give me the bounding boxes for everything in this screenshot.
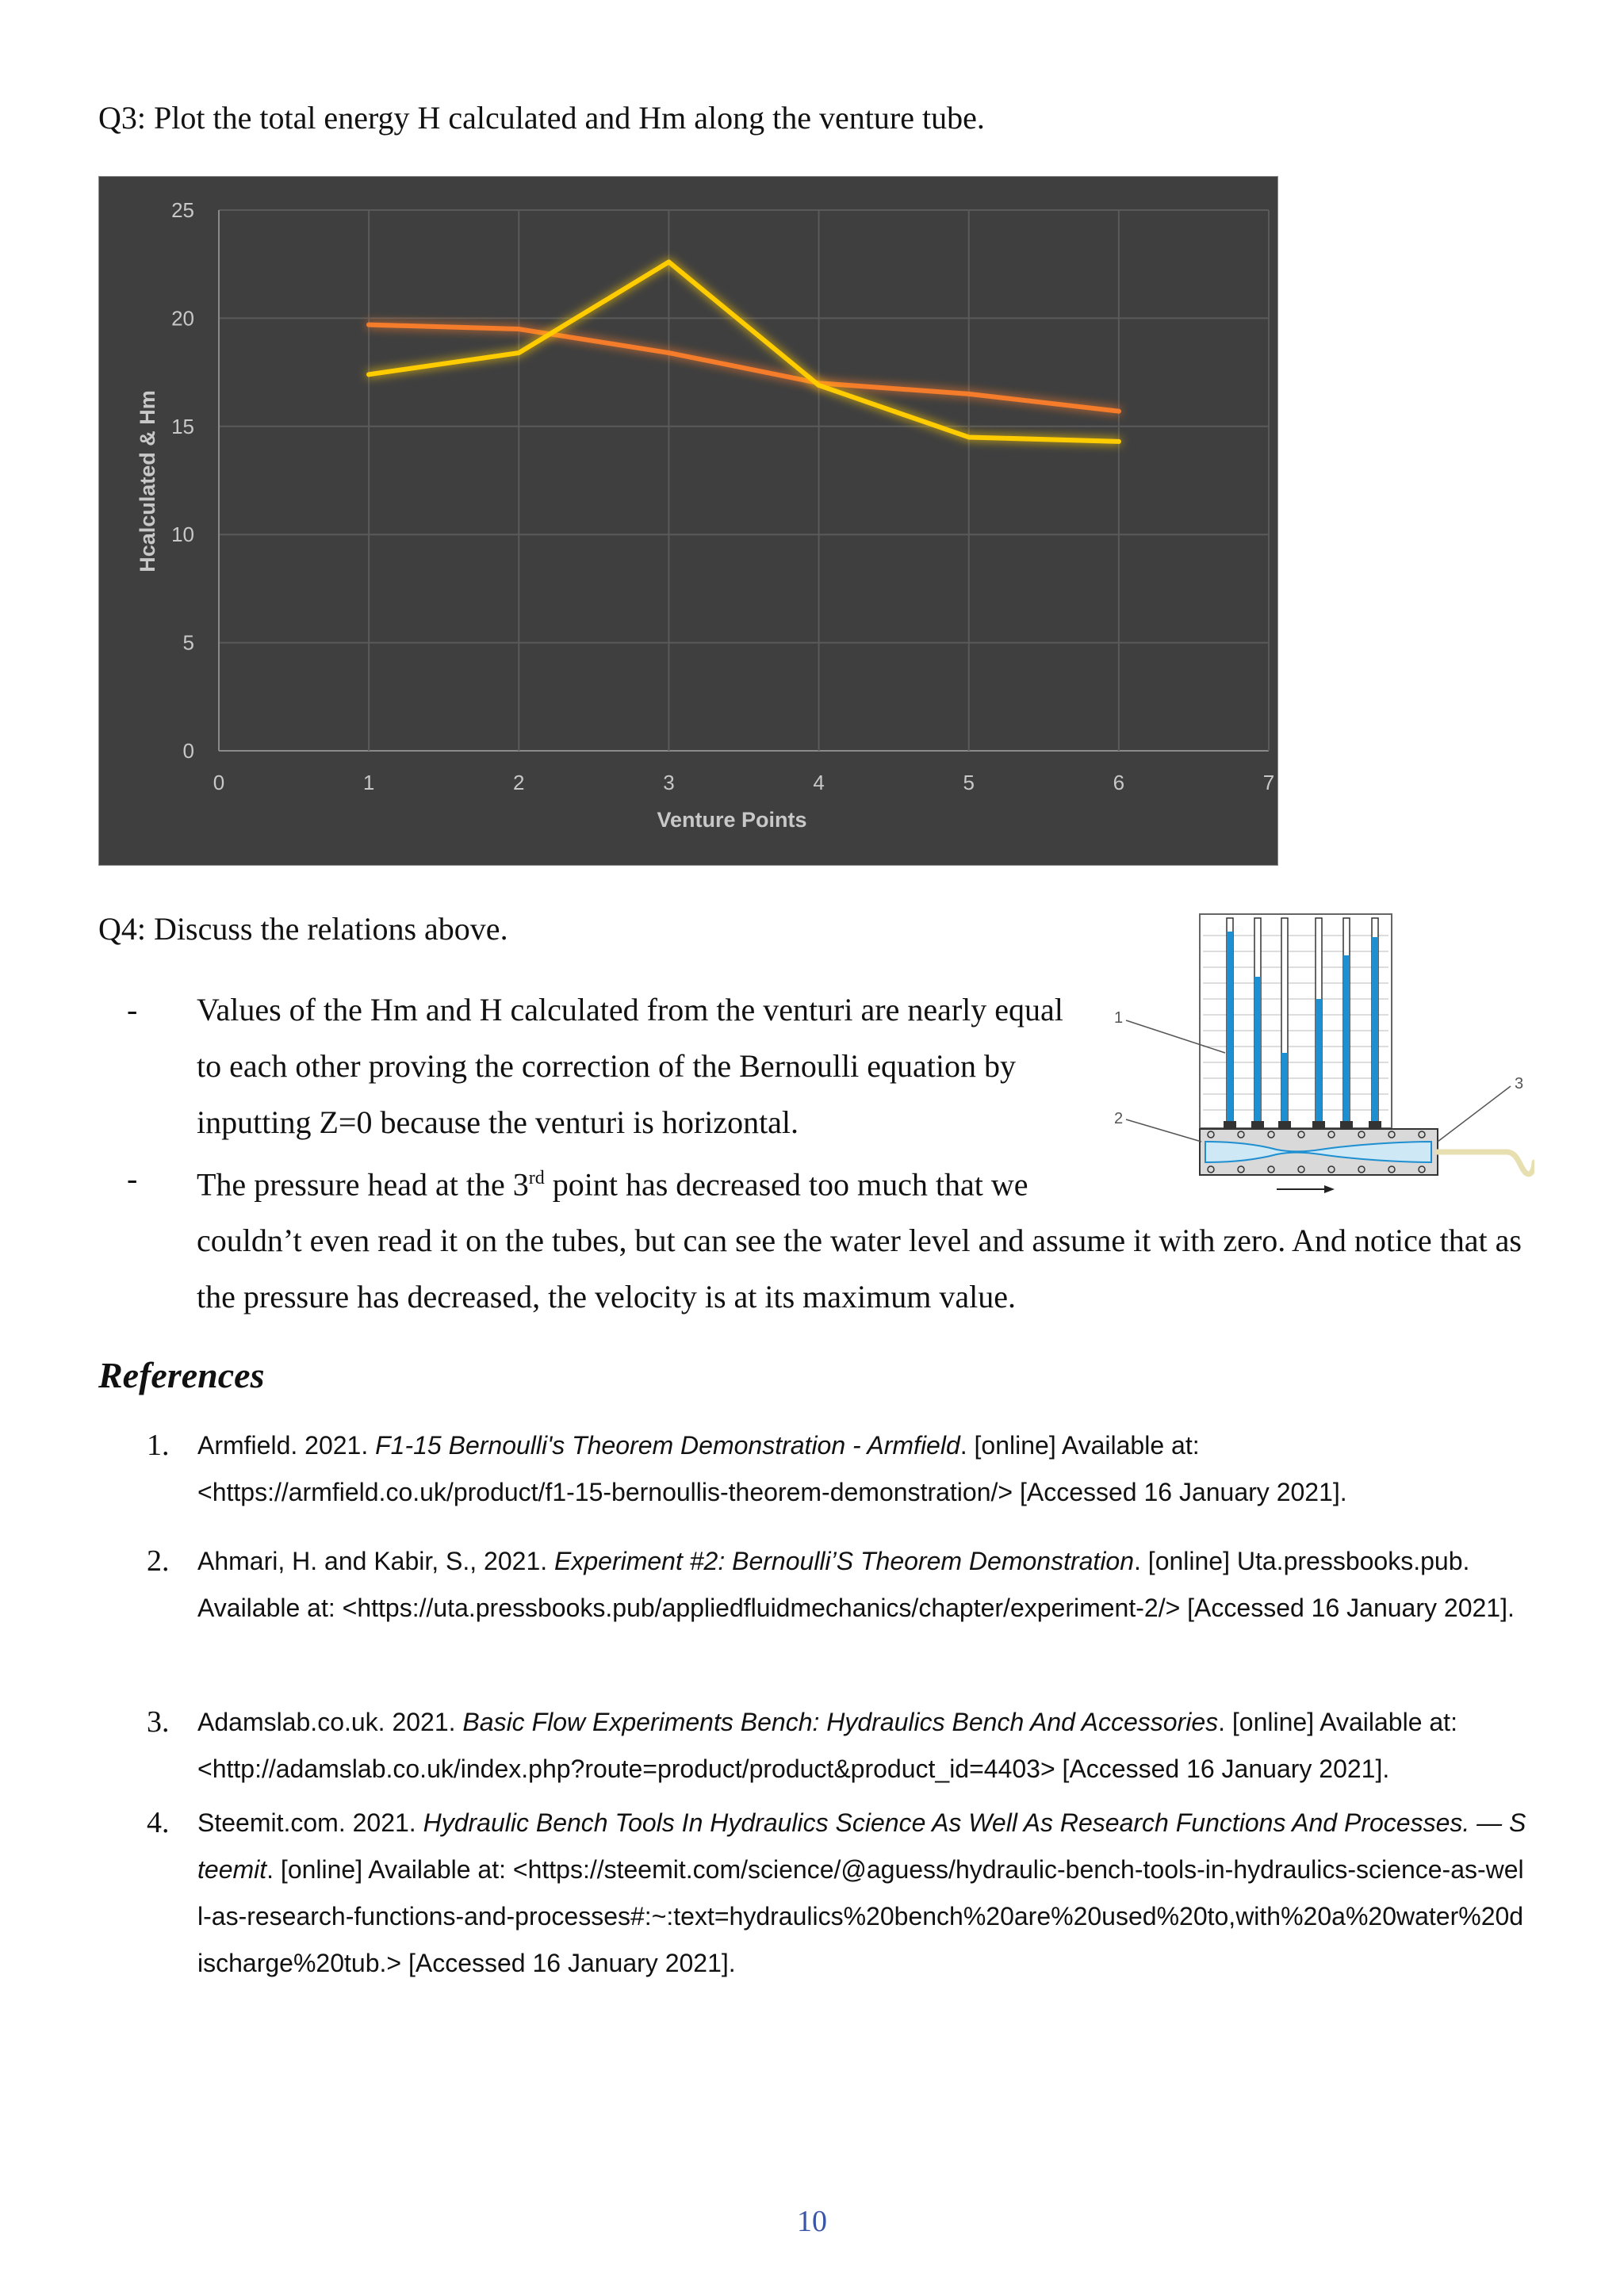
- reference-title: Experiment #2: Bernoulli’S Theorem Demonstration: [554, 1547, 1135, 1575]
- x-tick-label: 2: [513, 771, 525, 794]
- reference-text: [197, 1538, 1526, 1632]
- question-4-heading: Q4: Discuss the relations above.: [98, 911, 508, 947]
- bullet-text: Values of the Hm and H calculated from the venturi are nearly equal to each other proving the correction of the Bernoulli equation by inputting Z=0 because the venturi is horizontal.: [197, 992, 1063, 1140]
- reference-title: Hydraulic Bench Tools In Hydraulics Science As Well As Research Functions And Processes. — Steemit: [197, 1808, 1526, 1884]
- reference-author: Adamslab.co.uk. 2021.: [197, 1708, 463, 1736]
- line-chart: [98, 176, 1278, 866]
- leader-line-2: [1126, 1119, 1201, 1142]
- reference-number: 1.: [147, 1429, 170, 1462]
- y-axis-label: Hcalculated & Hm: [136, 390, 159, 572]
- flow-arrowhead: [1324, 1185, 1335, 1193]
- outlet-hose: [1438, 1152, 1534, 1174]
- ordinal-superscript: rd: [528, 1168, 545, 1188]
- series-line: [369, 325, 1119, 411]
- y-tick-label: 25: [171, 198, 194, 222]
- bullet-dash: -: [127, 992, 138, 1027]
- data-point: [1116, 409, 1121, 414]
- data-point: [1116, 439, 1121, 444]
- reference-number: 4.: [147, 1806, 170, 1839]
- y-tick-label: 15: [171, 414, 194, 438]
- reference-details: . [online] Uta.pressbooks.pub. Available at: <https://uta.pressbooks.pub/appliedfluidmechanics/chapter/experiment-2/> [Accessed 16 January 2021].: [197, 1547, 1515, 1622]
- reference-text: [197, 1800, 1526, 1987]
- bullet-text-continued: couldn’t even read it on the tubes, but can see the water level and assume it with zero. And notice that as the pressure has decreased, the velocity is at its maximum value.: [197, 1223, 1522, 1315]
- reference-author: Armfield. 2021.: [197, 1431, 376, 1460]
- x-tick-label: 1: [362, 771, 375, 794]
- reference-author: Ahmari, H. and Kabir, S., 2021.: [197, 1547, 555, 1575]
- bullet-dash: -: [127, 1161, 138, 1196]
- data-point: [516, 350, 521, 355]
- data-point: [366, 372, 371, 377]
- reference-details: . [online] Available at: <https://steemit.com/science/@aguess/hydraulic-bench-tools-in-hydraulics-science-as-well-as-research-functions-and-processes#:~:text=hydraulics%20bench%20are%20used%20to,with%20a%20water%20discharge%20tub.> [Accessed 16 January 2021].: [197, 1855, 1524, 1977]
- reference-number: 3.: [147, 1705, 170, 1739]
- reference-details: . [online] Available at: <https://armfield.co.uk/product/f1-15-bernoullis-theorem-demonstration/> [Accessed 16 January 2021].: [197, 1431, 1347, 1506]
- reference-item: [147, 1699, 1526, 1793]
- reference-item: [147, 1800, 1526, 1987]
- y-tick-label: 10: [171, 522, 194, 547]
- bullet-text-post: point has decreased too much that we: [544, 1166, 1028, 1203]
- reference-text: [197, 1699, 1526, 1793]
- chart-svg: [99, 177, 1277, 865]
- x-tick-label: 0: [213, 771, 225, 794]
- data-point: [817, 383, 822, 388]
- data-point: [516, 327, 521, 331]
- figure-label-2: 2: [1114, 1110, 1124, 1127]
- data-point: [967, 434, 971, 439]
- figure-label-3: 3: [1515, 1075, 1524, 1093]
- x-tick-label: 3: [663, 771, 675, 794]
- reference-title: F1-15 Bernoulli's Theorem Demonstration - Armfield: [375, 1431, 960, 1460]
- reference-number: 2.: [147, 1544, 170, 1578]
- x-tick-label: 6: [1113, 771, 1125, 794]
- bullet-text-pre: The pressure head at the 3: [197, 1166, 529, 1203]
- data-point: [967, 392, 971, 396]
- data-point: [366, 323, 371, 327]
- reference-item: [147, 1538, 1526, 1632]
- data-point: [666, 259, 671, 264]
- y-tick-label: 0: [182, 739, 194, 763]
- question-3-heading: Q3: Plot the total energy H calculated and Hm along the venture tube.: [98, 100, 985, 136]
- figure-label-1: 1: [1114, 1009, 1124, 1027]
- references-heading: References: [98, 1355, 265, 1395]
- reference-item: [147, 1422, 1526, 1516]
- y-tick-label: 20: [171, 306, 194, 331]
- leader-line-3: [1438, 1086, 1511, 1142]
- x-tick-label: 7: [1262, 771, 1275, 794]
- x-axis-label: Venture Points: [657, 808, 807, 832]
- x-tick-label: 4: [813, 771, 825, 794]
- bernoulli-apparatus-diagram: [1106, 912, 1534, 1197]
- reference-author: Steemit.com. 2021.: [197, 1808, 423, 1837]
- series-line: [369, 262, 1119, 441]
- x-tick-label: 5: [963, 771, 975, 794]
- page-number: 10: [797, 2205, 827, 2238]
- reference-text: [197, 1422, 1526, 1516]
- y-tick-label: 5: [182, 630, 194, 655]
- data-point: [666, 350, 671, 355]
- reference-details: . [online] Available at: <http://adamslab.co.uk/index.php?route=product/product&product_id=4403> [Accessed 16 January 2021].: [197, 1708, 1457, 1783]
- reference-title: Basic Flow Experiments Bench: Hydraulics Bench And Accessories: [462, 1708, 1219, 1736]
